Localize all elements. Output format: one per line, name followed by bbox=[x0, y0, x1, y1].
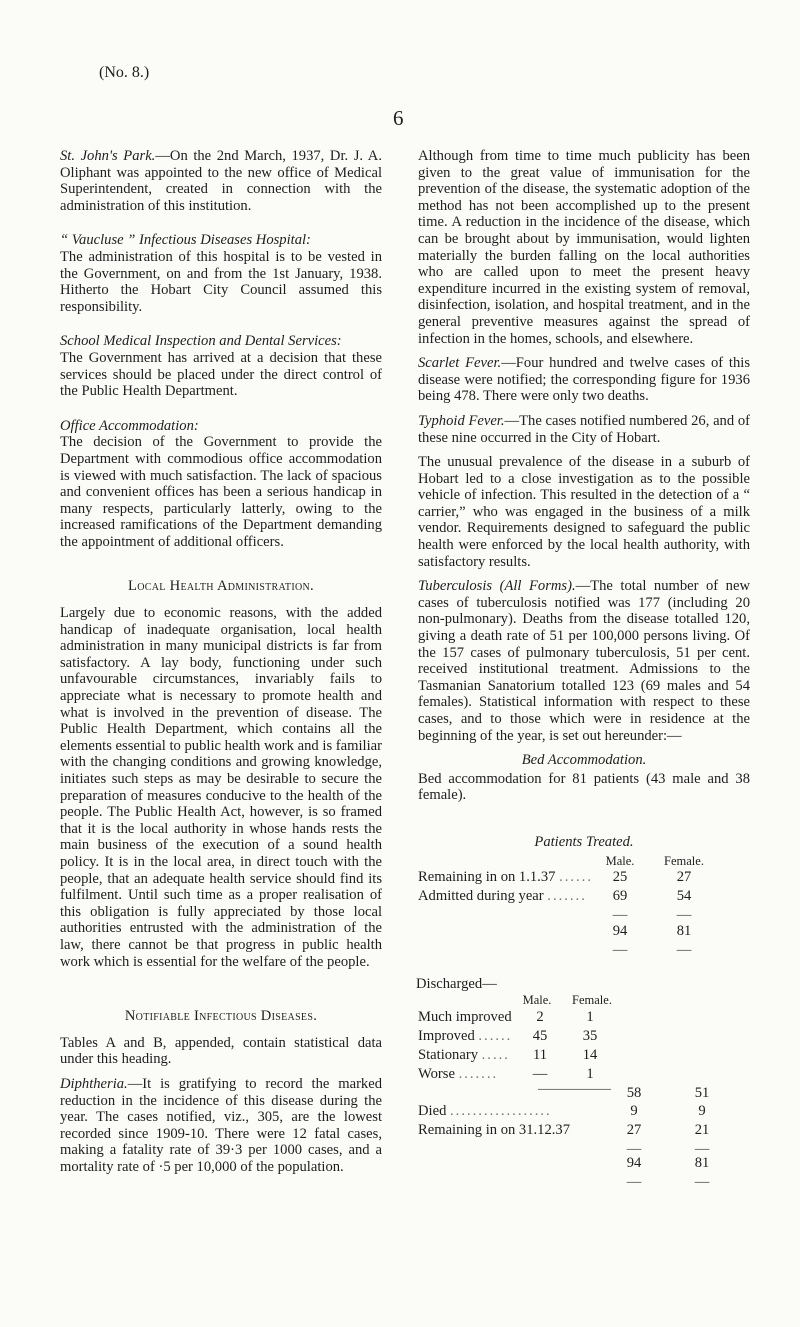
left-column bbox=[60, 148, 382, 1183]
table-row-total bbox=[418, 1155, 750, 1174]
row-female: 1 bbox=[586, 1066, 594, 1083]
diphtheria-text: —It is gratifying to record the marked reduction in the incidence of this disease during the year. The cases notified, viz., 305, are the lowest recorded since 1909-10. There were 12 fatal cases, making a fatality rate of 39·3 per 1000 cases, and a mortality rate of ·5 per 10,000 of the population. bbox=[60, 1075, 382, 1175]
notifiable-text: Tables A and B, appended, contain statistical data under this heading. bbox=[60, 1034, 382, 1068]
row-label: Stationary ..... bbox=[418, 1047, 510, 1064]
bed-text: Bed accommodation for 81 patients (43 male and 38 female). bbox=[418, 770, 750, 804]
typhoid-paragraph bbox=[418, 413, 750, 446]
patients-title: Patients Treated. bbox=[534, 833, 634, 850]
row-female: 21 bbox=[694, 1122, 710, 1139]
tb-paragraph bbox=[418, 578, 750, 744]
document-number: (No. 8.) bbox=[99, 64, 150, 81]
row-label: Remaining in on 31.12.37 bbox=[418, 1122, 571, 1139]
row-label: Died .................. bbox=[418, 1103, 552, 1120]
discharged-title: Discharged— bbox=[416, 975, 497, 992]
diphtheria-paragraph bbox=[60, 1076, 382, 1176]
tb-title: Tuberculosis (All Forms). bbox=[418, 578, 576, 595]
office-text: The decision of the Government to provide the Department with commodious office accommodation is viewed with much satisfaction. The lack of spacious and convenient offices has been a serious handicap in many respects, particularly latterly, owing to the increased ramifications of the Department demanding the appointment of additional officers. bbox=[60, 434, 382, 550]
vaucluse-title: “ Vaucluse ” Infectious Diseases Hospital: bbox=[60, 232, 311, 249]
typhoid-title: Typhoid Fever. bbox=[418, 412, 505, 429]
total-female: 81 bbox=[694, 1155, 710, 1172]
office-title: Office Accommodation: bbox=[60, 417, 199, 434]
school-text: The Government has arrived at a decision that these services should be placed under the direct control of the Public Health Department. bbox=[60, 349, 382, 400]
bed-title: Bed Accommodation. bbox=[521, 752, 647, 769]
stjohns-text: —On the 2nd March, 1937, Dr. J. A. Oliphant was appointed to the new office of Medical Superintendent, created in connection with the administration of this institution. bbox=[60, 148, 382, 214]
row-male: 11 bbox=[532, 1047, 548, 1064]
typhoid-text: —The cases notified numbered 26, and of these nine occurred in the City of Hobart. bbox=[418, 412, 750, 446]
scarlet-title: Scarlet Fever. bbox=[418, 355, 502, 372]
vaucluse-text: The administration of this hospital is to be vested in the Government, on and from the 1st January, 1938. Hitherto the Hobart City Council assumed this responsibility. bbox=[60, 248, 382, 315]
right-column bbox=[416, 148, 750, 1191]
subtotal-male: 58 bbox=[626, 1085, 642, 1102]
discharged-table: Male. Female. Much improved 2 1 Improved ...... 45 35 Stationary ..... 11 14 Worse ....... — 1 ————— 58 51 Died .................. 9 9 Remaining in on 31.12.37 27 21 — — 94 81 — — bbox=[418, 992, 750, 1188]
notifiable-heading: Notifiable Infectious Diseases. bbox=[124, 1008, 318, 1025]
discharged-col-female: Female. bbox=[572, 993, 612, 1008]
local-health-heading: Local Health Administration. bbox=[128, 578, 314, 595]
total-male: 94 bbox=[612, 922, 628, 939]
table-row bbox=[418, 869, 750, 888]
row-label: Improved ...... bbox=[418, 1028, 513, 1045]
row-female: 9 bbox=[698, 1103, 706, 1120]
row-male: — bbox=[532, 1066, 548, 1083]
total-female: 81 bbox=[676, 922, 692, 939]
row-female: 1 bbox=[586, 1009, 594, 1026]
subtotal-female: 51 bbox=[694, 1085, 710, 1102]
row-female: 27 bbox=[676, 868, 692, 885]
stjohns-title: St. John's Park. bbox=[60, 148, 156, 164]
page-number: 6 bbox=[393, 106, 404, 130]
patients-col-male: Male. bbox=[605, 853, 635, 868]
table-row-total bbox=[418, 923, 750, 942]
row-female: 54 bbox=[676, 887, 692, 904]
table-row bbox=[418, 1103, 750, 1122]
table-row bbox=[418, 1009, 750, 1028]
school-title: School Medical Inspection and Dental Services: bbox=[60, 333, 342, 350]
immunisation-text: Although from time to time much publicity has been given to the great value of immunisation for the prevention of the disease, the systematic adoption of the method has not been accomplished up to the present time. A reduction in the incidence of the disease, which can be brought about by immunisation, would lighten materially the burden falling on the local authorities who are called upon to meet the present heavy expenditure incurred in the existing system of removal, disinfection, isolation, and hospital treatment, and in the general preventive measures against the spread of infection in the homes, schools, and elsewhere. bbox=[418, 148, 750, 347]
row-male: 69 bbox=[612, 887, 628, 904]
local-health-text: Largely due to economic reasons, with the added handicap of inadequate organisation, local health administration in many municipal districts is far from satisfactory. A lay body, functioning under such unfavourable circumstances, invariably fails to appreciate what is necessary to promote health and what is involved in the prevention of disease. The Public Health Department, which contains all the elements essential to public health work and is familiar with the changing conditions and growing knowledge, initiates such steps as may be desirable to secure the preparation of measures conducive to the health of the people. The Public Health Act, however, is so framed that it is the local authority in whose hands rests the main business of the execution of a sound health policy. It is in the local area, in direct touch with the people, that an adequate health service should find its fulfilment. Until such time as a proper realisation of this obligation is fully appreciated by those local authorities entrusted with the administration of the law, there cannot be that progress in public health work which is essential for the welfare of the people. bbox=[60, 605, 382, 970]
row-male: 9 bbox=[630, 1103, 638, 1120]
row-label: Much improved bbox=[418, 1009, 512, 1026]
scarlet-paragraph bbox=[418, 355, 750, 405]
patients-table: Male. Female. Remaining in on 1.1.37 ...... 25 27 Admitted during year ....... 69 54 — — 94 81 — — bbox=[418, 853, 750, 958]
table-row bbox=[418, 888, 750, 907]
discharged-col-male: Male. bbox=[522, 993, 552, 1008]
tb-text: —The total number of new cases of tuberculosis notified was 177 (including 20 non-pulmonary). Deaths from the disease totalled 120, giving a death rate of 51 per 100,000 persons living. Of the 157 cases of pulmonary tuberculosis, 51 per cent. received institutional treatment. Admissions to the Tasmanian Sanatorium totalled 123 (69 males and 54 females). Statistical information with respect to these cases, and to those which were in residence at the beginning of the year, is set out hereunder:— bbox=[418, 578, 750, 744]
row-female: 14 bbox=[582, 1047, 598, 1064]
table-row bbox=[418, 1047, 750, 1066]
row-male: 25 bbox=[612, 868, 628, 885]
row-male: 45 bbox=[532, 1028, 548, 1045]
row-label: Admitted during year ....... bbox=[418, 887, 587, 904]
scarlet-text: —Four hundred and twelve cases of this disease were notified; the corresponding figure for 1936 being 478. There were only two deaths. bbox=[418, 355, 750, 405]
row-label: Remaining in on 1.1.37 ...... bbox=[418, 868, 593, 885]
row-male: 2 bbox=[536, 1009, 544, 1026]
typhoid-text-2: The unusual prevalence of the disease in a suburb of Hobart led to a close investigation as to the possible vehicle of infection. This resulted in the detection of a “ carrier,” who was engaged in the business of a milk vendor. Requirements designed to safeguard the public health were enforced by the local health authority, with satisfactory results. bbox=[418, 454, 750, 570]
row-male: 27 bbox=[626, 1122, 642, 1139]
table-row-subtotal: ————— 58 51 bbox=[418, 1085, 750, 1103]
stjohns-paragraph bbox=[60, 148, 382, 214]
table-row bbox=[418, 1122, 750, 1141]
row-label: Worse ....... bbox=[418, 1066, 499, 1083]
diphtheria-title: Diphtheria. bbox=[60, 1075, 128, 1092]
total-male: 94 bbox=[626, 1155, 642, 1172]
patients-col-female: Female. bbox=[664, 853, 704, 868]
row-female: 35 bbox=[582, 1028, 598, 1045]
table-row bbox=[418, 1028, 750, 1047]
